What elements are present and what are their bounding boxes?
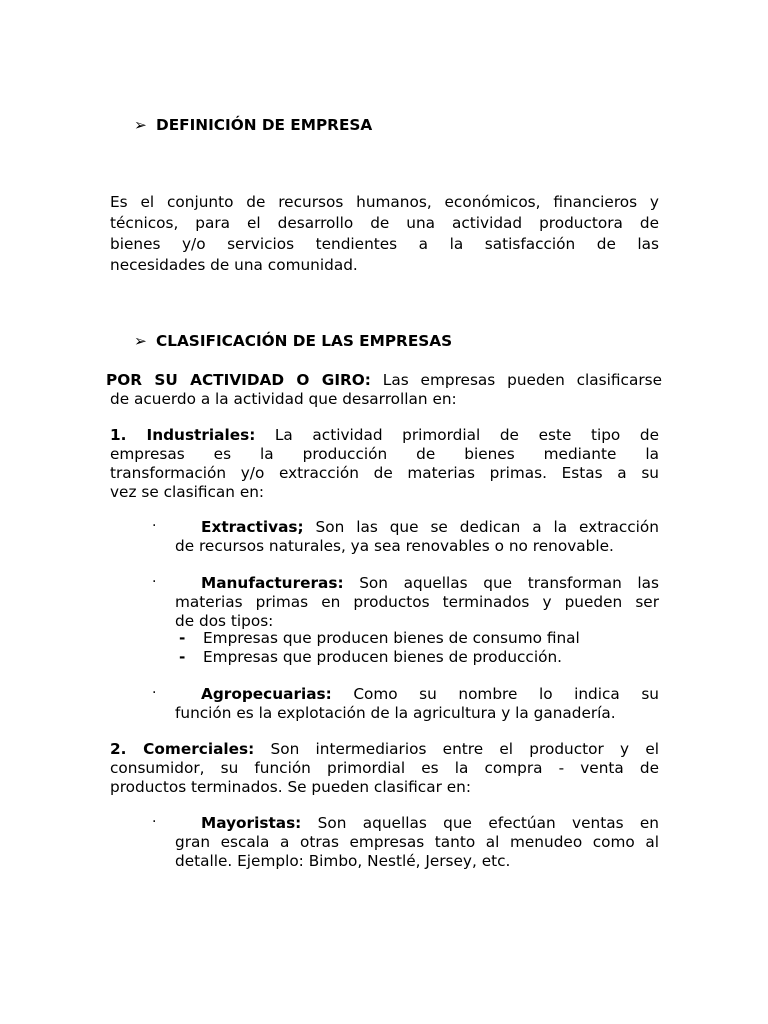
heading-text: CLASIFICACIÓN DE LAS EMPRESAS <box>156 332 453 350</box>
definition-paragraph <box>110 193 659 275</box>
manufactureras-text: materias primas en productos terminados y pueden ser <box>175 593 659 611</box>
agropecuarias-label: Agropecuarias: <box>201 685 332 703</box>
manufactureras-item <box>175 574 659 631</box>
mayoristas-item <box>175 814 659 871</box>
extractivas-item <box>175 518 659 556</box>
paragraph-line: bienes y/o servicios tendientes a la satisfacción de las <box>110 235 659 253</box>
extractivas-text: de recursos naturales, ya sea renovables o no renovable. <box>175 537 614 555</box>
paragraph-line: técnicos, para el desarrollo de una actividad productora de <box>110 214 659 232</box>
industriales-label: 1. Industriales: <box>110 426 256 444</box>
mayoristas-text: Son aquellas que efectúan ventas en <box>301 814 659 832</box>
agropecuarias-item <box>175 685 659 723</box>
paragraph-line: transformación y/o extracción de materias primas. Estas a su <box>110 464 659 482</box>
bullet-dot-icon: · <box>152 814 157 830</box>
bullet-dot-icon: · <box>152 685 157 701</box>
activity-text: de acuerdo a la actividad que desarrollan en: <box>110 390 457 408</box>
industriales-text: La actividad primordial de este tipo de <box>255 426 659 444</box>
manufactureras-text: de dos tipos: <box>175 612 274 630</box>
mayoristas-text: gran escala a otras empresas tanto al menudeo como al <box>175 833 659 851</box>
paragraph-line: consumidor, su función primordial es la compra - venta de <box>110 759 659 777</box>
paragraph-line: vez se clasifican en: <box>110 483 265 501</box>
dash-bullet-icon: - <box>179 648 186 666</box>
bullet-dot-icon: · <box>152 574 157 590</box>
extractivas-text: Son las que se dedican a la extracción <box>303 518 659 536</box>
comerciales-paragraph <box>110 740 659 797</box>
arrow-bullet-icon: ➢ <box>134 116 147 134</box>
agropecuarias-text: Como su nombre lo indica su <box>331 685 659 703</box>
mayoristas-label: Mayoristas: <box>201 814 302 832</box>
dash-bullet-icon: - <box>179 629 186 647</box>
sub-list-text: Empresas que producen bienes de producción. <box>203 648 563 666</box>
paragraph-line: empresas es la producción de bienes mediante la <box>110 445 659 463</box>
activity-paragraph <box>106 371 662 409</box>
sub-list <box>179 629 580 667</box>
activity-text: Las empresas pueden clasificarse <box>370 371 662 389</box>
heading-text: DEFINICIÓN DE EMPRESA <box>156 116 373 134</box>
manufactureras-text: Son aquellas que transforman las <box>343 574 659 592</box>
paragraph-line: productos terminados. Se pueden clasificar en: <box>110 778 472 796</box>
industriales-paragraph <box>110 426 659 502</box>
section-heading-clasificacion <box>134 332 452 351</box>
sub-list-item <box>179 648 580 667</box>
comerciales-label: 2. Comerciales: <box>110 740 255 758</box>
arrow-bullet-icon: ➢ <box>134 332 147 350</box>
activity-label: POR SU ACTIVIDAD O GIRO: <box>106 371 371 389</box>
sub-list-item <box>179 629 580 648</box>
paragraph-line: necesidades de una comunidad. <box>110 256 358 274</box>
comerciales-text: Son intermediarios entre el productor y el <box>254 740 659 758</box>
sub-list-text: Empresas que producen bienes de consumo final <box>203 629 580 647</box>
paragraph-line: Es el conjunto de recursos humanos, económicos, financieros y <box>110 193 659 211</box>
section-heading-definicion <box>134 116 372 135</box>
bullet-dot-icon: · <box>152 518 157 534</box>
manufactureras-label: Manufactureras: <box>201 574 344 592</box>
mayoristas-text: detalle. Ejemplo: Bimbo, Nestlé, Jersey, etc. <box>175 852 511 870</box>
extractivas-label: Extractivas; <box>201 518 304 536</box>
agropecuarias-text: función es la explotación de la agricultura y la ganadería. <box>175 704 616 722</box>
